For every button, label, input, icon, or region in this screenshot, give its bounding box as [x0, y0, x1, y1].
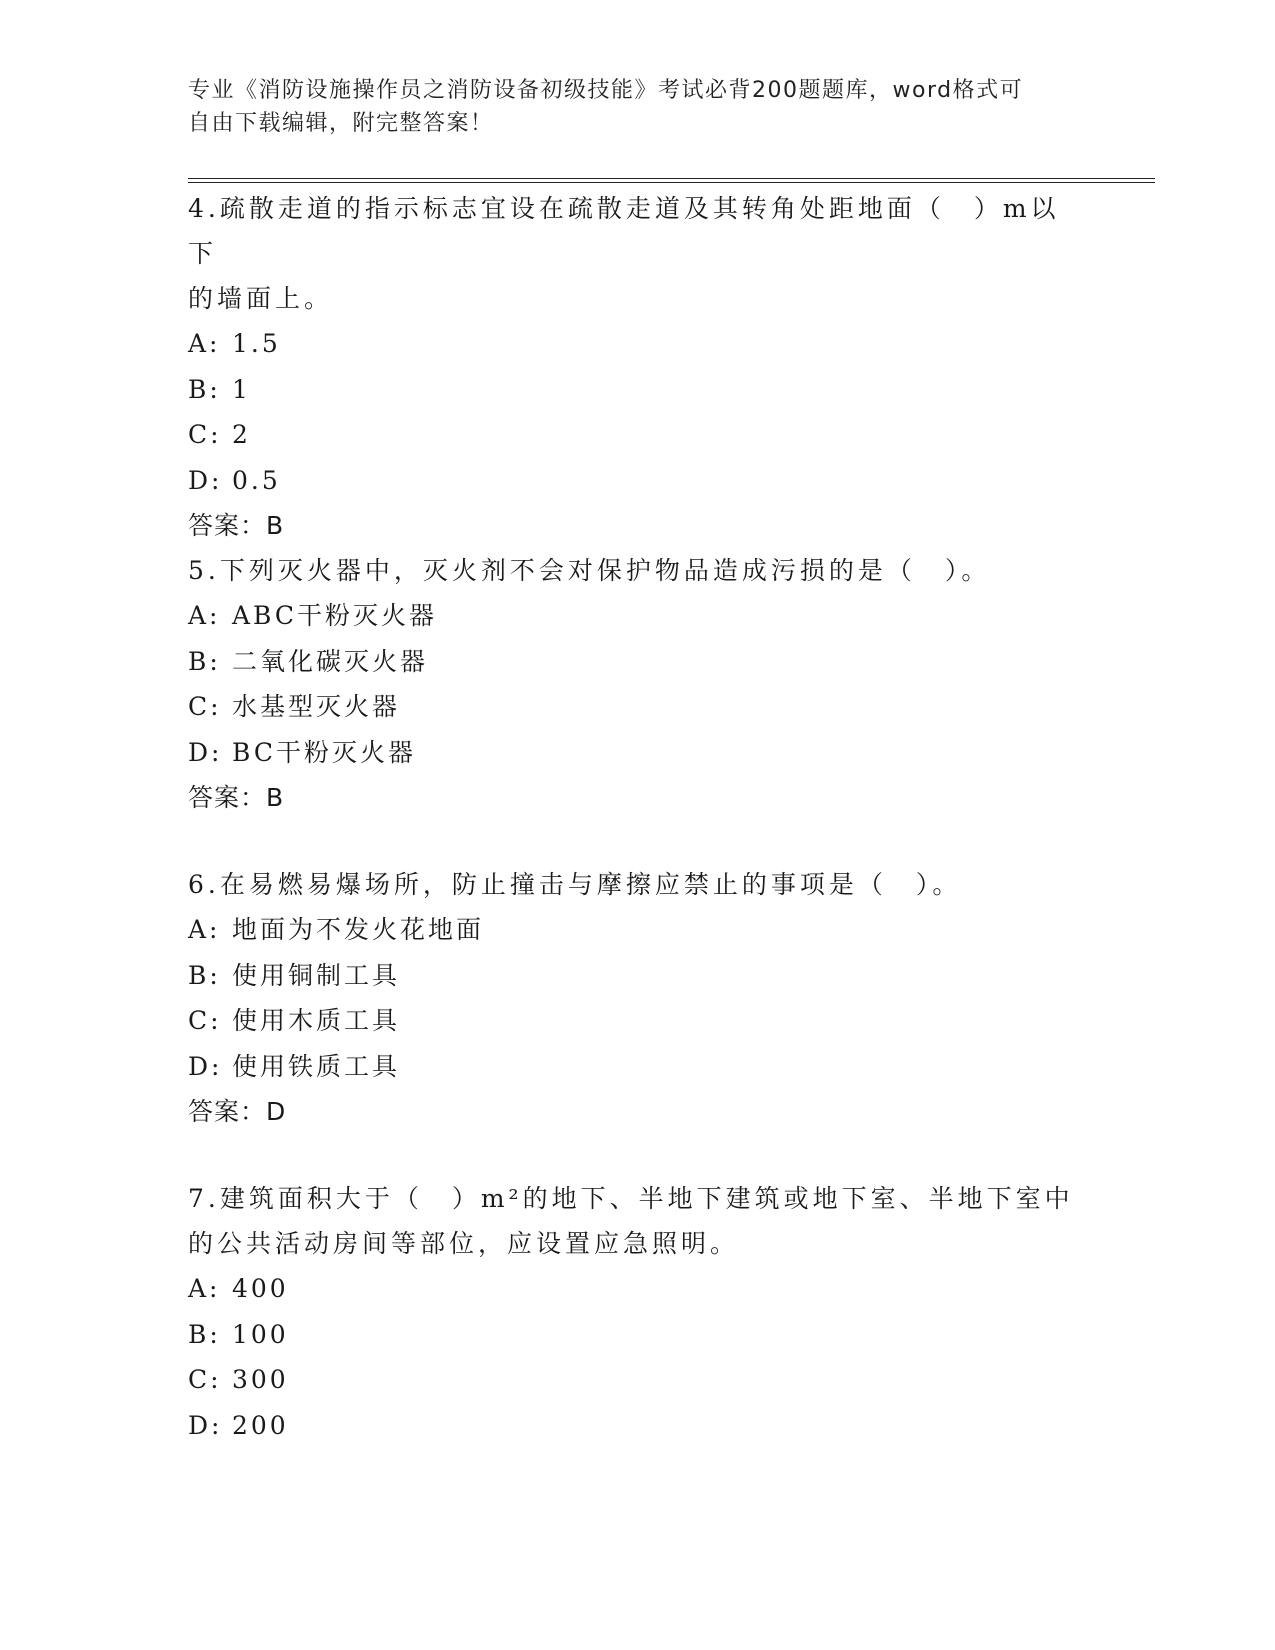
option-d: [188, 1044, 1088, 1090]
option-c: [188, 684, 1088, 730]
question-7: [188, 1176, 1088, 1448]
option-c: [188, 412, 1088, 458]
header-line-2: 自由下载编辑，附完整答案！: [188, 111, 494, 136]
option-b: [188, 639, 1088, 685]
answer-line: 答案：D: [188, 1097, 287, 1126]
option-b: [188, 1312, 1088, 1358]
option-a: [188, 907, 1088, 953]
option-text: 2: [232, 420, 251, 449]
option-c: [188, 1357, 1088, 1403]
option-d: [188, 730, 1088, 776]
option-letter: D:: [188, 1410, 223, 1440]
option-text: 使用铜制工具: [232, 960, 401, 990]
stem-line: 7.建筑面积大于（ ）m²的地下、半地下建筑或地下室、半地下室中: [188, 1184, 1074, 1213]
option-text: 使用铁质工具: [232, 1051, 401, 1081]
question-5: [188, 548, 1088, 820]
header-divider: [188, 178, 1155, 183]
option-text: 使用木质工具: [232, 1006, 401, 1035]
option-letter: C:: [188, 1006, 222, 1035]
option-text: 0.5: [232, 465, 281, 495]
option-a: [188, 321, 1088, 367]
option-a: [188, 1266, 1088, 1312]
question-stem: [188, 862, 1088, 907]
question-stem: [188, 186, 1088, 321]
question-6: [188, 862, 1088, 1134]
option-text: 1: [232, 374, 251, 404]
option-b: [188, 367, 1088, 413]
option-text: 300: [232, 1365, 289, 1394]
option-text: 100: [232, 1319, 289, 1349]
stem-line: 5.下列灭火器中，灭火剂不会对保护物品造成污损的是（ ）。: [188, 556, 991, 585]
question-stem: [188, 548, 1088, 593]
stem-line: 4.疏散走道的指示标志宜设在疏散走道及其转角处距地面（ ）m以下: [188, 194, 1060, 268]
option-letter: A:: [188, 915, 221, 944]
option-d: [188, 458, 1088, 504]
option-letter: B:: [188, 374, 221, 404]
stem-line: 的墙面上。: [188, 284, 334, 313]
option-text: 二氧化碳灭火器: [232, 646, 429, 676]
option-text: 400: [232, 1274, 289, 1303]
answer-line: 答案：B: [188, 783, 285, 812]
stem-line: 6.在易燃易爆场所，防止撞击与摩擦应禁止的事项是（ ）。: [188, 870, 962, 899]
option-letter: B:: [188, 960, 221, 990]
option-text: 地面为不发火花地面: [232, 915, 485, 944]
option-letter: C:: [188, 692, 222, 721]
option-letter: D:: [188, 1051, 223, 1081]
option-letter: D:: [188, 465, 223, 495]
page-header: [188, 74, 1088, 140]
option-letter: B:: [188, 1319, 221, 1349]
stem-line: 的公共活动房间等部位，应设置应急照明。: [188, 1229, 740, 1258]
option-letter: A:: [188, 1274, 221, 1303]
option-text: 水基型灭火器: [232, 692, 401, 721]
option-letter: B:: [188, 646, 221, 676]
option-letter: A:: [188, 329, 221, 358]
option-text: 200: [232, 1410, 289, 1440]
option-letter: D:: [188, 737, 223, 767]
question-4: [188, 186, 1088, 548]
question-stem: [188, 1176, 1088, 1266]
answer-line: 答案：B: [188, 511, 285, 540]
option-b: [188, 953, 1088, 999]
option-text: BC干粉灭火器: [232, 737, 416, 767]
option-letter: C:: [188, 1365, 222, 1394]
option-text: ABC干粉灭火器: [232, 601, 438, 630]
option-c: [188, 998, 1088, 1044]
option-a: [188, 593, 1088, 639]
option-d: [188, 1403, 1088, 1449]
option-text: 1.5: [232, 329, 281, 358]
header-line-1: 专业《消防设施操作员之消防设备初级技能》考试必背200题题库，word格式可: [188, 78, 1024, 103]
option-letter: A:: [188, 601, 221, 630]
option-letter: C:: [188, 420, 222, 449]
